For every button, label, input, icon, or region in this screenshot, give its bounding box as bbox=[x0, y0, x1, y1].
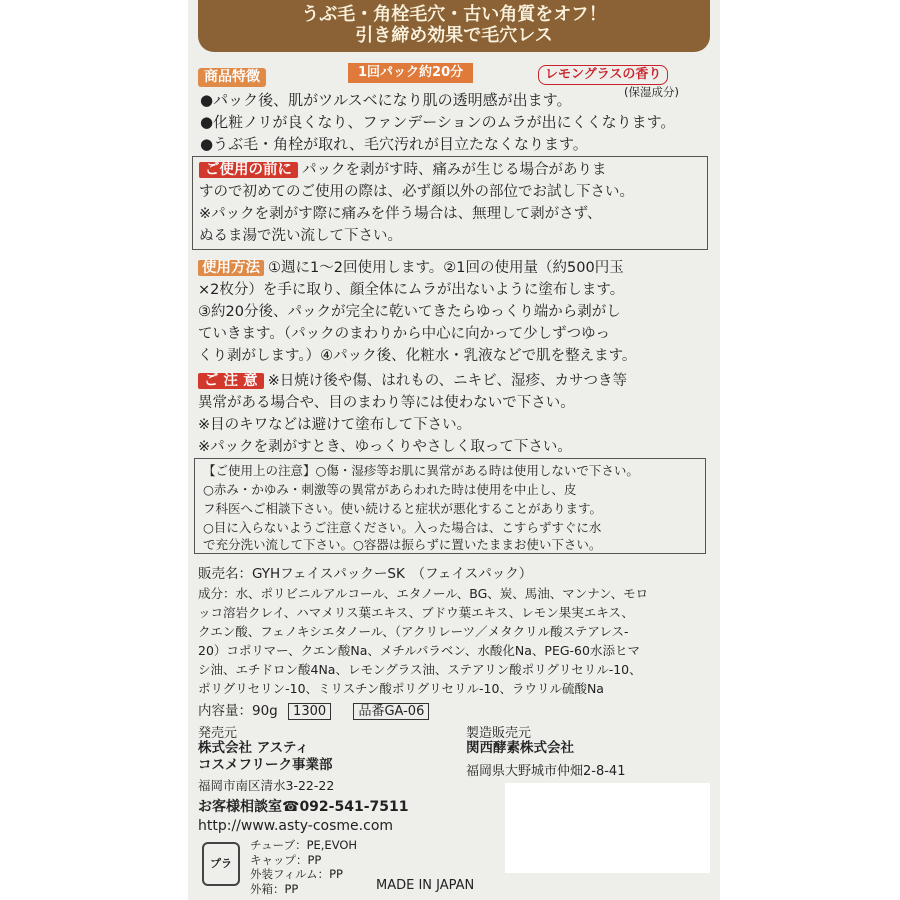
features-tag: 商品特徴 bbox=[198, 68, 266, 87]
ingredients-line-1: 成分：水、ポリビニルアルコール、エタノール、BG、炭、馬油、マンナン、モロ bbox=[198, 586, 649, 601]
usage-line-2: ×2枚分）を手に取り、顔全体にムラが出ないように塗布します。 bbox=[198, 282, 625, 298]
item-number: 品番GA-06 bbox=[353, 703, 429, 720]
usage-line-4: ていきます。（パックのまわりから中心に向かって少しずつゆっ bbox=[198, 326, 610, 342]
ingredients-line-3: クエン酸、フェノキシエタノール、（アクリレーツ／メタクリル酸ステアレス- bbox=[198, 624, 629, 639]
seller-heading: 発売元 bbox=[198, 726, 238, 741]
recycle-pla-icon: プラ bbox=[202, 842, 240, 886]
price-code: 1300 bbox=[288, 703, 331, 720]
ingredients-line-5: シ油、エチドロン酸4Na、レモングラス油、ステアリン酸ポリグリセリル-10、 bbox=[198, 662, 642, 677]
pack-time-badge: 1回パック約20分 bbox=[348, 63, 473, 83]
usage-tag: 使用方法 bbox=[198, 260, 264, 276]
before-use-text-1: パックを剥がす時、痛みが生じる場合がありま bbox=[302, 162, 607, 178]
contents-row bbox=[198, 699, 429, 719]
product-name: 販売名：GYHフェイスパックーSK （フェイスパック） bbox=[198, 566, 533, 582]
seller-name-2: コスメフリーク事業部 bbox=[198, 757, 333, 773]
features-tag-wrap bbox=[198, 66, 266, 87]
usage-line-5: くり剥がします。）④パック後、化粧水・乳液などで肌を整えます。 bbox=[198, 348, 637, 364]
precautions-line-3: フ科医へご相談下さい。使い続けると症状が悪化することがあります。 bbox=[203, 501, 603, 516]
seller-phone: お客様相談室☎092-541-7511 bbox=[198, 799, 409, 815]
ingredients-line-4: 20）コポリマー、クエン酸Na、メチルパラベン、水酸化Na、PEG-60水添ヒマ bbox=[198, 643, 640, 658]
feature-1: ●パック後、肌がツルスベになり肌の透明感が出ます。 bbox=[200, 91, 572, 109]
product-label bbox=[188, 0, 720, 900]
material-box: 外箱：PP bbox=[250, 881, 299, 896]
usage-line-1 bbox=[198, 257, 624, 280]
banner-line-2: 引き締め効果で毛穴レス bbox=[355, 25, 553, 46]
before-use-line-2: すので初めてのご使用の際は、必ず顔以外の部位でお試し下さい。 bbox=[199, 184, 634, 200]
before-use-line-3: ※パックを剥がす際に痛みを伴う場合は、無理して剥がさず、 bbox=[199, 206, 602, 222]
material-film: 外装フィルム：PP bbox=[250, 867, 343, 881]
seller-address: 福岡市南区清水3-22-22 bbox=[198, 778, 335, 793]
precautions-line-4: ○目に入らないようご注意ください。入った場合は、こすらずすぐに水 bbox=[203, 520, 602, 535]
seller-name-1: 株式会社 アスティ bbox=[198, 740, 309, 756]
maker-name: 関西酵素株式会社 bbox=[466, 740, 574, 756]
caution-tag: ご 注 意 bbox=[198, 373, 264, 389]
maker-address: 福岡県大野城市仲畑2-8-41 bbox=[466, 764, 626, 779]
material-cap: キャップ：PP bbox=[250, 852, 322, 867]
ingredients-line-2: ッコ溶岩クレイ、ハマメリス葉エキス、ブドウ葉エキス、レモン果実エキス、 bbox=[198, 605, 634, 620]
blank-sticker-area bbox=[505, 783, 710, 873]
made-in-japan: MADE IN JAPAN bbox=[376, 878, 475, 893]
before-use-line-1 bbox=[199, 159, 607, 182]
precautions-line-2: ○赤み・かゆみ・刺激等の異常があらわれた時は使用を中止し、皮 bbox=[203, 482, 577, 497]
caution-text-1: ※日焼け後や傷、はれもの、ニキビ、湿疹、カサつき等 bbox=[267, 373, 628, 389]
feature-3: ●うぶ毛・角栓が取れ、毛穴汚れが目立たなくなります。 bbox=[200, 135, 588, 153]
ingredients-line-6: ポリグリセリン-10、ミリスチン酸ポリグリセリル-10、ラウリル硫酸Na bbox=[198, 681, 604, 696]
precautions-line-1: 【ご使用上の注意】○傷・湿疹等お肌に異常がある時は使用しないで下さい。 bbox=[203, 463, 639, 478]
usage-text-1: ①週に1〜2回使用します。②1回の使用量（約500円玉 bbox=[268, 260, 624, 276]
banner-line-1: うぶ毛・角栓毛穴・古い角質をオフ！ bbox=[301, 4, 607, 25]
material-tube: チューブ：PE,EVOH bbox=[250, 838, 358, 852]
top-banner bbox=[198, 0, 710, 52]
caution-line-2: 異常がある場合や、目のまわり等には使わないで下さい。 bbox=[198, 395, 575, 411]
scent-badge-wrap bbox=[538, 63, 668, 85]
precautions-line-5: で充分洗い流して下さい。○容器は振らずに置いたままお使い下さい。 bbox=[203, 537, 602, 552]
moisturizer-note: (保湿成分) bbox=[624, 85, 679, 99]
materials-list bbox=[250, 838, 357, 896]
maker-heading: 製造販売元 bbox=[466, 726, 532, 741]
feature-2: ●化粧ノリが良くなり、ファンデーションのムラが出にくくなります。 bbox=[200, 113, 676, 131]
precautions-box bbox=[194, 458, 706, 554]
before-use-tag: ご使用の前に bbox=[199, 162, 298, 178]
contents-label: 内容量：90g bbox=[198, 703, 278, 719]
scent-badge: レモングラスの香り bbox=[538, 65, 668, 85]
before-use-line-4: ぬるま湯で洗い流して下さい。 bbox=[199, 228, 402, 244]
caution-line-3: ※目のキワなどは避けて塗布して下さい。 bbox=[198, 417, 472, 433]
before-use-box bbox=[192, 156, 708, 250]
caution-line-1 bbox=[198, 370, 627, 393]
usage-line-3: ③約20分後、パックが完全に乾いてきたらゆっくり端から剥がし bbox=[198, 304, 621, 320]
caution-line-4: ※パックを剥がすとき、ゆっくりやさしく取って下さい。 bbox=[198, 439, 572, 455]
seller-url[interactable]: http://www.asty-cosme.com bbox=[198, 818, 394, 834]
